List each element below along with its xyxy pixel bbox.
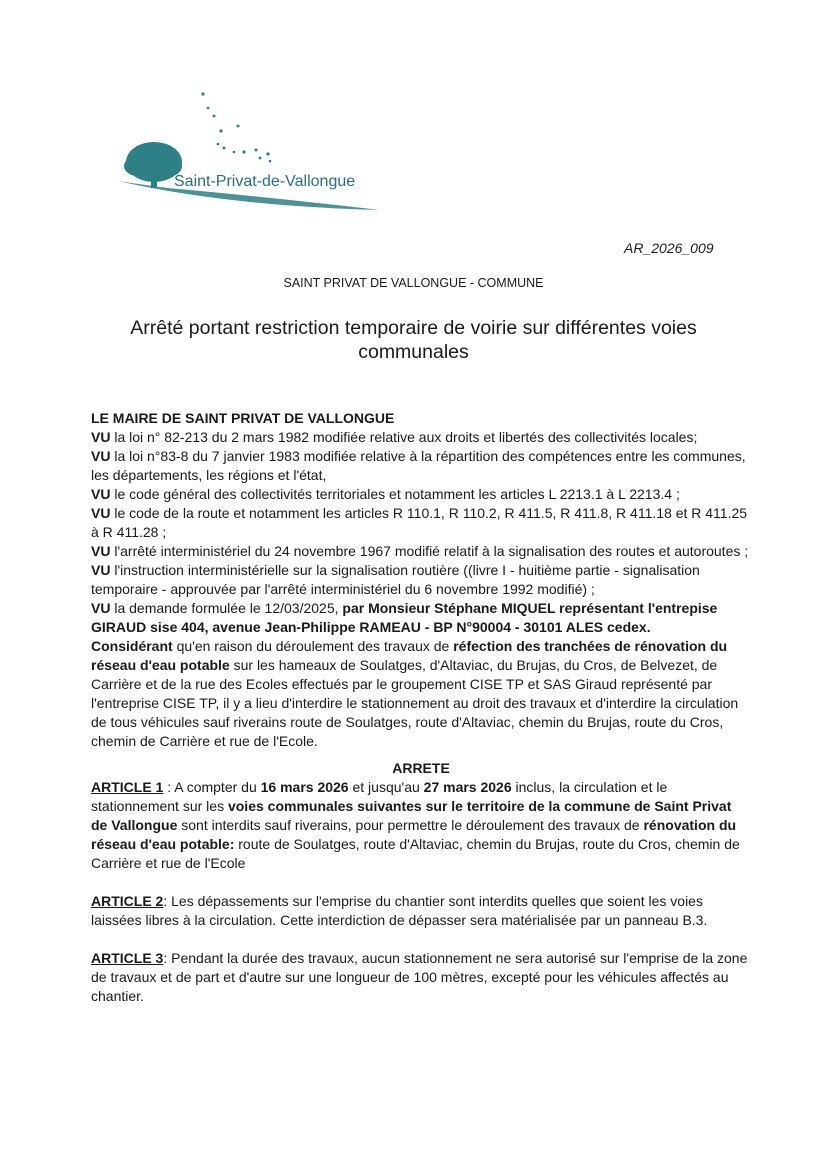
document-body <box>91 409 751 1006</box>
article-3: ARTICLE 3: Pendant la durée des travaux, aucun stationnement ne sera autorisé sur l'emprise de la zone de travaux et de part et d'autre sur une longueur de 100 mètres, excepté pour les véhicules affectés au chantier. <box>91 950 748 1004</box>
article-2-label: ARTICLE 2 <box>91 893 164 909</box>
considerant-clause: Considérant qu'en raison du déroulement des travaux de réfection des tranchées de rénovation du réseau d'eau potable sur les hameaux de Soulatges, d'Altaviac, du Brujas, du Cros, de Belvezet, de Carrière et de la rue des Ecoles effectués par le groupement CISE TP et SAS Giraud représenté par l'entreprise CISE TP, il y a lieu d'interdire le stationnement au droit des travaux et d'interdire la circulation de tous véhicules sauf riverains route de Soulatges, route d'Altaviac, chemin du Brujas, route du Cros, chemin de Carrière et rue de l'Ecole. <box>91 638 739 749</box>
article-3-label: ARTICLE 3 <box>91 950 164 966</box>
article-2: ARTICLE 2: Les dépassements sur l'emprise du chantier sont interdits quelles que soient les voies laissées libres à la circulation. Cette interdiction de dépasser sera matérialisée par un panneau B.3. <box>91 893 708 928</box>
vu-clause: VU l'instruction interministérielle sur la signalisation routière ((livre I - huitième partie - signalisation temporaire - approuvée par l'arrêté interministériel du 6 novembre 1992 modifié) ; <box>91 562 700 597</box>
article-1: ARTICLE 1 : A compter du 16 mars 2026 et jusqu'au 27 mars 2026 inclus, la circulation et le stationnement sur les voies communales suivantes sur le territoire de la commune de Saint Privat de Vallongue sont interdits sauf riverains, pour permettre le déroulement des travaux de rénovation du réseau d'eau potable: route de Soulatges, route d'Altaviac, chemin du Brujas, route du Cros, chemin de Carrière et rue de l'Ecole <box>91 779 740 871</box>
commune-logo <box>108 86 388 216</box>
page-title: Arrêté portant restriction temporaire de voirie sur différentes voies communales <box>130 317 697 363</box>
vu-clause: VU la loi n° 82-213 du 2 mars 1982 modifiée relative aux droits et libertés des collectivités locales; <box>91 429 698 445</box>
vu-clause: VU le code général des collectivités territoriales et notamment les articles L 2213.1 à L 2213.4 ; <box>91 486 680 502</box>
commune-heading: SAINT PRIVAT DE VALLONGUE - COMMUNE <box>283 276 544 290</box>
vu-clause: VU l'arrêté interministériel du 24 novembre 1967 modifié relatif à la signalisation des routes et autoroutes ; <box>91 543 749 559</box>
vu-request-clause: VU la demande formulée le 12/03/2025, par Monsieur Stéphane MIQUEL représentant l'entrepise GIRAUD sise 404, avenue Jean-Philippe RAMEAU - BP N°90004 - 30101 ALES cedex. <box>91 600 718 635</box>
vu-clause: VU le code de la route et notamment les articles R 110.1, R 110.2, R 411.5, R 411.8, R 411.18 et R 411.25 à R 411.28 ; <box>91 505 748 540</box>
article-1-label: ARTICLE 1 <box>91 779 164 795</box>
logo-text: Saint-Privat-de-Vallongue <box>174 173 356 190</box>
vu-clause: VU la loi n°83-8 du 7 janvier 1983 modifiée relative à la répartition des compétences entre les communes, les départements, les régions et l'état, <box>91 448 746 483</box>
mayor-heading: LE MAIRE DE SAINT PRIVAT DE VALLONGUE <box>91 410 395 426</box>
document-reference: AR_2026_009 <box>624 240 714 256</box>
arrete-heading: ARRETE <box>392 760 450 776</box>
